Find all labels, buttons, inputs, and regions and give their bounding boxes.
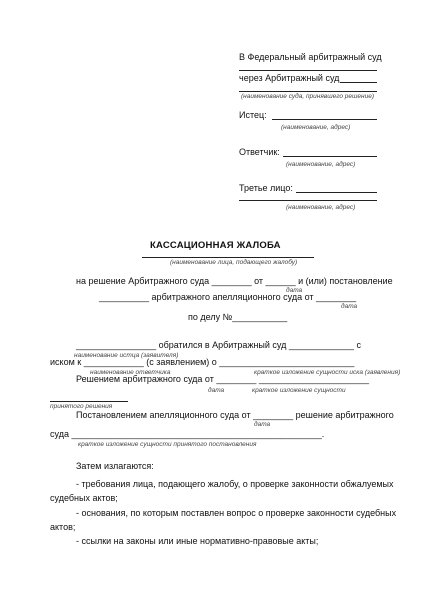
court-ruling-line: суда __________________________________________________. xyxy=(50,429,325,439)
plaintiff-label: Истец: xyxy=(239,110,267,120)
claim-line-2-caption-left: наименование ответчика xyxy=(90,369,171,376)
applicant-underline xyxy=(142,257,314,258)
list-item-requirements-cont: судебных актов; xyxy=(50,493,118,503)
appeal-ruling-line: Постановлением апелляционного суда от ________ решение арбитражного xyxy=(76,410,394,420)
to-court-underline xyxy=(239,70,377,71)
list-item-laws: - ссылки на законы или иные нормативно-правовые акты; xyxy=(76,536,319,546)
plaintiff-underline xyxy=(272,119,377,120)
third-party-underline xyxy=(296,192,377,193)
claim-line-1: ________________ обратился в Арбитражный суд _____________ с xyxy=(76,340,361,350)
applicant-caption: (наименование лица, подающего жалобу) xyxy=(170,259,298,266)
decision-underline xyxy=(50,401,128,402)
defendant-label: Ответчик: xyxy=(239,147,280,157)
via-court-underline-2 xyxy=(239,91,377,92)
via-court-line: через Арбитражный суд xyxy=(239,73,340,83)
list-item-requirements: - требования лица, подающего жалобу, о проверке законности обжалуемых xyxy=(76,479,394,489)
third-party-caption: (наименование, адрес) xyxy=(286,204,356,211)
via-court-caption: (наименование суда, принявшего решение) xyxy=(241,93,374,100)
list-item-grounds: - основания, по которым поставлен вопрос о проверке законности судебных xyxy=(76,508,397,518)
decision-line-caption-left: дата xyxy=(208,387,225,394)
case-number-line: по делу №___________ xyxy=(188,312,288,322)
decision-line-caption-right: краткое изложение сущности xyxy=(252,387,346,394)
appeal-line-1-caption: дата xyxy=(286,287,303,294)
appeal-line-1: на решение Арбитражного суда ________ от ______ и (или) постановление xyxy=(76,276,393,286)
list-item-grounds-cont: актов; xyxy=(50,522,76,532)
defendant-caption: (наименование, адрес) xyxy=(286,161,356,168)
decision-caption-2: принятого решения xyxy=(50,403,113,410)
appeal-line-2: __________ арбитражного апелляционного суда от ________ xyxy=(99,292,357,302)
decision-line: Решением арбитражного суда от ________ ______________________ xyxy=(76,374,369,384)
third-party-label: Третье лицо: xyxy=(239,183,293,193)
plaintiff-caption: (наименование, адрес) xyxy=(281,124,351,131)
third-party-underline-2 xyxy=(239,200,377,201)
appeal-ruling-caption: дата xyxy=(254,421,271,428)
via-court-underline xyxy=(340,82,377,83)
appeal-line-2-caption: дата xyxy=(341,303,358,310)
claim-line-1-caption: наименование истца (заявителя) xyxy=(74,352,179,359)
claim-line-2: иском к ____________ (с заявлением) о ___________________________ xyxy=(50,357,355,367)
set-forth-heading: Затем излагаются: xyxy=(76,461,154,471)
court-ruling-caption: краткое изложение сущности принятого постановления xyxy=(78,441,257,448)
to-court-line: В Федеральный арбитражный суд xyxy=(239,52,382,62)
document-title: КАССАЦИОННАЯ ЖАЛОБА xyxy=(150,240,281,251)
claim-line-2-caption-right: краткое изложение сущности иска (заявления) xyxy=(254,369,401,376)
defendant-underline xyxy=(283,156,377,157)
